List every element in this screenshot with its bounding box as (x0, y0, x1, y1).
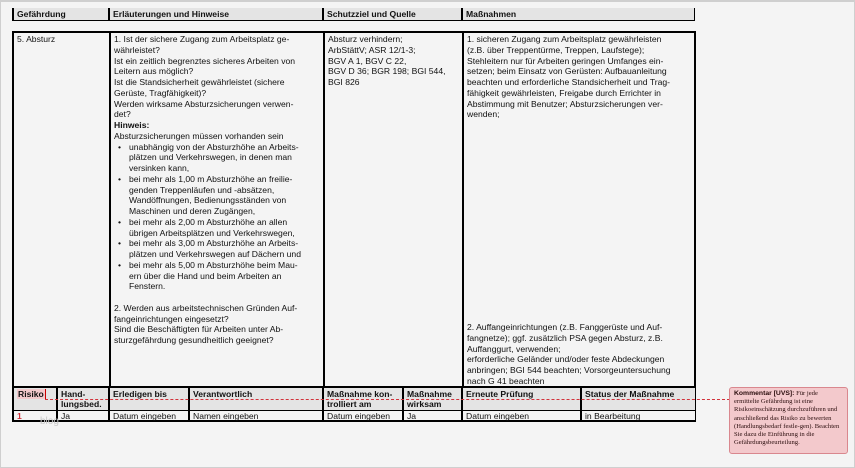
hint-bullet-list (114, 142, 320, 293)
header-gefaehrdung (12, 8, 108, 20)
header-label: lungsbed. (61, 399, 102, 409)
header-label: Maßnahmen (466, 9, 517, 19)
text-line: genden Treppenläufen und -absätzen, (129, 184, 275, 195)
cell-value: Datum eingeben (113, 411, 177, 421)
text-line: Fenstern. (129, 281, 166, 292)
text-line: • unabhängig von der Absturzhöhe an Arbeits- (129, 141, 299, 152)
text-line: Ist ein zeitlich begrenztes sicheres Arbeiten von (114, 55, 296, 66)
bullet-item (114, 174, 320, 217)
header-label: Maßnahme kon- (327, 389, 393, 399)
text-line: Wandöffnungen, Bedienungsständen von (129, 195, 287, 206)
header-label: Maßnahme (407, 389, 452, 399)
text-line: BGV A 1, BGV C 22, (328, 55, 407, 66)
text-line: sturzgefährdung gesundheitlich geeignet? (114, 335, 274, 345)
text-line: währleistet? (114, 44, 160, 55)
text-line: wenden; (467, 109, 500, 120)
hazard-title: 5. Absturz (17, 34, 56, 44)
status-field[interactable] (580, 411, 695, 420)
text-line: 1. sicheren Zugang zum Arbeitsplatz gewährleisten (467, 34, 662, 44)
text-line: • bei mehr als 1,00 m Absturzhöhe an freilie- (129, 173, 293, 184)
text-line: 1. Ist der sichere Zugang zum Arbeitsplatz ge- (114, 34, 290, 44)
header-label: Erneute Prüfung (466, 389, 534, 399)
question-2 (114, 303, 320, 346)
text-line: • bei mehr als 2,00 m Absturzhöhe an allen (129, 216, 288, 227)
comment-text: Für jede ermittelte Gefährdung ist eine Risikoeinschätzung durchzuführen und anschließend das Risiko zu bewerten (Handlungsbedarf festle-gen). Beachten Sie dazu die Einführung in die Gefährdungsbeurteilung. (734, 390, 840, 447)
text-line: Stehleitern nur für Arbeiten geringen Umfanges ein- (467, 55, 664, 66)
text-line: Sind die Beschäftigten für Arbeiten unter Ab- (114, 324, 284, 335)
comment-title: Kommentar [UVS]: (734, 390, 795, 397)
header-label: Status der Maßnahme (585, 389, 675, 399)
text-line: versinken kann, (129, 163, 190, 173)
spacer (114, 292, 320, 303)
table-header (12, 8, 695, 21)
text-line: plätzen und Verkehrswegen, in denen man (129, 152, 292, 163)
text-line: ArbStättV; ASR 12/1-3; (328, 44, 416, 55)
text-line: erforderliche Geländer und/oder feste Abdeckungen (467, 354, 665, 365)
bullet-item (114, 142, 320, 174)
text-line: setzen; beim Einsatz von Gerüsten: Aufbauanleitung (467, 66, 667, 77)
header-label: Verantwortlich (193, 389, 253, 399)
header-label: Hand- (61, 389, 86, 399)
bullet-item (114, 217, 320, 239)
text-line: Ist die Standsicherheit gewährleistet (sichere (114, 77, 285, 87)
cell-value: Datum eingeben (327, 411, 391, 421)
measure-2 (467, 322, 671, 387)
header-erlaeuterungen (108, 8, 322, 20)
assessment-row (12, 410, 696, 422)
text-line: Absturz verhindern; (328, 34, 403, 44)
header-label: Erledigen bis (113, 389, 167, 399)
header-label: Gefährdung (17, 9, 66, 19)
cell-value: Namen eingeben (193, 411, 259, 421)
question-1 (114, 34, 320, 120)
text-line: BGV D 36; BGR 198; BGI 544, (328, 66, 446, 77)
risk-header-highlight (17, 389, 46, 399)
text-line: • bei mehr als 3,00 m Absturzhöhe an Arbeits- (129, 238, 299, 249)
bullet-item (114, 260, 320, 292)
text-line: plätzen und Verkehrswegen auf Dächern und (129, 249, 301, 259)
header-label: Risiko (18, 389, 44, 399)
explanations-cell[interactable] (109, 33, 323, 386)
measures-cell[interactable] (462, 33, 694, 386)
text-line: Abstimmung mit Benutzer; Absturzsicherungen ver- (467, 98, 663, 109)
protection-cell[interactable] (323, 33, 462, 386)
header-label: Schutzziel und Quelle (327, 9, 416, 19)
cell-value: Datum eingeben (466, 411, 530, 421)
header-massnahmen (461, 8, 695, 20)
watermark-text: blog (40, 416, 59, 427)
text-line: 2. Werden aus arbeitstechnischen Gründen Auf- (114, 302, 298, 313)
cell-value: Ja (407, 411, 417, 421)
header-label: Erläuterungen und Hinweise (113, 9, 230, 19)
hint-intro: Absturzsicherungen müssen vorhanden sein (114, 130, 284, 141)
text-line: Auffanggurt, verwenden; (467, 343, 561, 354)
verantwortlich-field[interactable] (188, 411, 322, 420)
comment-connector-line (45, 399, 730, 400)
text-line: fähigkeit gewährleisten, Freigabe durch Errichter in (467, 87, 661, 98)
text-line: nach G 41 beachten (467, 375, 545, 386)
text-line: Gerüste, Tragfähigkeit)? (114, 87, 207, 98)
measure-1 (467, 34, 691, 120)
erledigen-bis-field[interactable] (108, 411, 188, 420)
text-line: ern über die Hand und beim Arbeiten an (129, 270, 282, 281)
header-label: wirksam (407, 399, 442, 409)
text-line: det? (114, 109, 131, 120)
text-line: beachten und erforderliche Standsicherheit und Trag- (467, 77, 671, 87)
text-line: Werden wirksame Absturzsicherungen verwen- (114, 98, 294, 109)
text-line: Leitern aus möglich? (114, 66, 194, 77)
comment-balloon[interactable] (729, 387, 848, 454)
kontrolliert-am-field[interactable] (322, 411, 402, 420)
header-label: trolliert am (327, 399, 372, 409)
text-line: fangeinrichtungen eingesetzt? (114, 313, 229, 324)
text-line: übrigen Arbeitsplätzen und Verkehrswegen, (129, 227, 295, 238)
hazard-cell[interactable] (14, 33, 109, 386)
cell-value: Ja (61, 411, 71, 421)
hazard-row (12, 31, 696, 388)
hint-label: Hinweis: (114, 120, 150, 130)
text-line: Maschinen und deren Zugängen, (129, 206, 256, 216)
text-line: 2. Auffangeinrichtungen (z.B. Fanggerüste und Auf- (467, 322, 663, 332)
text-line: BGI 826 (328, 77, 360, 87)
handlungsbedarf-field[interactable] (56, 411, 108, 420)
text-line: anbringen; BGI 544 beachten; Vorsorgeuntersuchung (467, 365, 671, 375)
bullet-item (114, 238, 320, 260)
risk-value: 1 (17, 411, 22, 421)
wirksam-field[interactable] (402, 411, 461, 420)
text-line: fangnetze); ggf. zusätzlich PSA gegen Absturz, z.B. (467, 332, 663, 343)
header-schutzziel (322, 8, 461, 20)
text-line: (z.B. über Treppentürme, Treppen, Laufstege); (467, 44, 645, 55)
erneute-pruefung-field[interactable] (461, 411, 580, 420)
text-line: • bei mehr als 5,00 m Absturzhöhe beim Mau- (129, 259, 298, 270)
cell-value: in Bearbeitung (585, 411, 641, 421)
